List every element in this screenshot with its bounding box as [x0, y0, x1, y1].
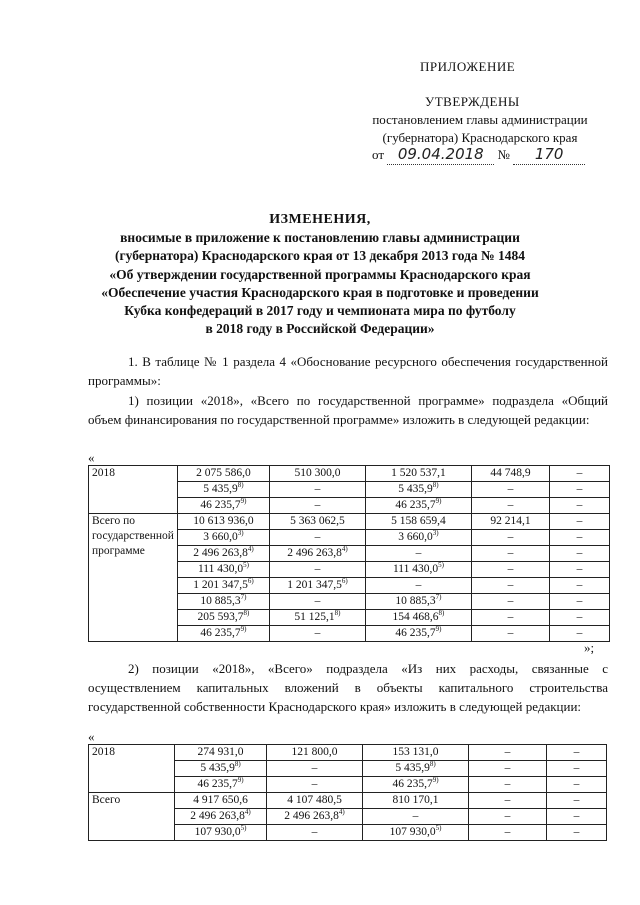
table-cell — [267, 745, 363, 761]
footnote-ref: 4) — [341, 545, 348, 554]
table-cell — [365, 482, 471, 498]
approval-date-line — [372, 145, 585, 165]
cell-value: 46 235,7 — [395, 627, 436, 639]
table-cell — [267, 825, 363, 841]
table-cell: – — [549, 546, 609, 562]
footnote-ref: 6) — [247, 577, 254, 586]
cell-value: 153 131,0 — [392, 746, 439, 758]
cell-value: 1 520 537,1 — [391, 467, 446, 479]
table-cell — [177, 626, 269, 642]
table-cell — [267, 809, 363, 825]
table-cell: – — [469, 825, 547, 841]
cell-value: – — [311, 778, 318, 790]
cell-value: 46 235,7 — [392, 778, 433, 790]
footnote-ref: 7) — [435, 593, 442, 602]
footnote-ref: 9) — [432, 776, 439, 785]
table-cell — [363, 761, 469, 777]
table-cell — [177, 562, 269, 578]
table-cell: – — [547, 761, 607, 777]
table-cell — [363, 793, 469, 809]
cell-value: 121 800,0 — [291, 746, 338, 758]
footnote-ref: 7) — [240, 593, 247, 602]
table-cell — [363, 825, 469, 841]
table-cell: – — [469, 745, 547, 761]
footnote-ref: 4) — [244, 808, 251, 817]
table-cell: – — [549, 594, 609, 610]
footnote-ref: 9) — [435, 625, 442, 634]
financing-table-1 — [88, 465, 610, 642]
table-cell: – — [549, 514, 609, 530]
open-quote-2: « — [88, 729, 95, 744]
cell-value: 51 125,1 — [294, 611, 335, 623]
table-cell: – — [471, 482, 549, 498]
table-cell — [267, 777, 363, 793]
table-cell: – — [549, 498, 609, 514]
table-cell: – — [471, 594, 549, 610]
table-cell — [269, 578, 365, 594]
approved-label: УТВЕРЖДЕНЫ — [425, 94, 520, 109]
table-cell — [177, 594, 269, 610]
cell-value: 111 430,0 — [197, 563, 244, 575]
table-cell — [363, 809, 469, 825]
table-cell: – — [471, 498, 549, 514]
row-label: Всего — [89, 793, 175, 841]
paragraph-2-text: 1) позиции «2018», «Всего по государственной программе» подраздела «Общий объем финансирования по государственной программе» изложить в следующей редакции: — [88, 393, 608, 427]
title-line-2: вносимые в приложение к постановлению главы администрации — [120, 230, 520, 246]
cell-value: – — [314, 627, 321, 639]
footnote-ref: 8) — [234, 760, 241, 769]
table-cell: – — [547, 809, 607, 825]
cell-value: – — [314, 563, 321, 575]
cell-value: 5 435,9 — [398, 483, 433, 495]
table-cell — [177, 466, 269, 482]
table-cell: – — [471, 610, 549, 626]
table-cell: – — [469, 793, 547, 809]
table-cell — [177, 578, 269, 594]
table-cell — [269, 530, 365, 546]
cell-value: 10 613 936,0 — [193, 515, 254, 527]
table-cell: – — [471, 578, 549, 594]
cell-value: 1 201 347,5 — [287, 579, 342, 591]
table-cell — [363, 745, 469, 761]
title-line-1: ИЗМЕНЕНИЯ, — [269, 212, 371, 227]
table-cell — [365, 578, 471, 594]
footnote-ref: 9) — [435, 497, 442, 506]
cell-value: 4 107 480,5 — [287, 794, 342, 806]
table-cell — [269, 610, 365, 626]
cell-value: 510 300,0 — [294, 467, 341, 479]
table-cell: – — [549, 610, 609, 626]
cell-value: – — [311, 762, 318, 774]
footnote-ref: 5) — [243, 561, 249, 570]
table-cell: 44 748,9 — [471, 466, 549, 482]
table-cell — [175, 745, 267, 761]
cell-value: 10 885,3 — [200, 595, 241, 607]
cell-value: 46 235,7 — [197, 778, 238, 790]
table-cell — [269, 514, 365, 530]
cell-value: 4 917 650,6 — [193, 794, 248, 806]
cell-value: 107 930,0 — [194, 826, 241, 838]
cell-value: 5 435,9 — [395, 762, 430, 774]
table-cell: – — [549, 562, 609, 578]
table-cell: – — [471, 626, 549, 642]
row-label: 2018 — [89, 745, 175, 793]
cell-value: 2 496 263,8 — [190, 810, 245, 822]
cell-value: 111 430,0 — [392, 563, 439, 575]
table-cell — [175, 825, 267, 841]
cell-value: 46 235,7 — [200, 499, 241, 511]
table-cell — [269, 482, 365, 498]
cell-value: 107 930,0 — [389, 826, 436, 838]
table-cell: – — [547, 793, 607, 809]
cell-value: – — [314, 595, 321, 607]
handwritten-date: 09.04.2018 — [387, 145, 494, 165]
table-cell — [365, 530, 471, 546]
cell-value: 2 496 263,8 — [193, 547, 248, 559]
table-cell: – — [471, 562, 549, 578]
table-cell: – — [469, 777, 547, 793]
paragraph-3-text: 2) позиции «2018», «Всего» подраздела «Из них расходы, связанные с осуществлением капитальных вложений в объекты капитального строительства государственной собственности Краснодарского края» изложить в следующей редакции: — [88, 661, 608, 714]
table-cell: – — [547, 745, 607, 761]
cell-value: – — [311, 826, 318, 838]
cell-value: 5 435,9 — [203, 483, 238, 495]
table-cell: – — [547, 825, 607, 841]
cell-value: 46 235,7 — [200, 627, 241, 639]
cell-value: – — [314, 531, 321, 543]
handwritten-number: 170 — [513, 145, 585, 165]
table-cell — [365, 610, 471, 626]
footnote-ref: 5) — [240, 824, 247, 833]
row-label: Всего по государственной программе — [89, 514, 178, 642]
table-cell — [365, 514, 471, 530]
table-cell: – — [549, 466, 609, 482]
footnote-ref: 8) — [432, 481, 439, 490]
cell-value: 3 660,0 — [398, 531, 433, 543]
cell-value: 2 075 586,0 — [196, 467, 251, 479]
table-cell: – — [549, 626, 609, 642]
cell-value: 10 885,3 — [395, 595, 436, 607]
table-cell: – — [547, 777, 607, 793]
table-row — [89, 466, 610, 482]
footnote-ref: 8) — [429, 760, 436, 769]
table-cell — [269, 546, 365, 562]
row-label: 2018 — [89, 466, 178, 514]
cell-value: 46 235,7 — [395, 499, 436, 511]
table-cell: – — [469, 809, 547, 825]
cell-value: – — [415, 579, 422, 591]
table-cell — [365, 594, 471, 610]
table-cell — [267, 761, 363, 777]
table-cell — [175, 777, 267, 793]
open-quote-1: « — [88, 450, 95, 465]
cell-value: 5 363 062,5 — [290, 515, 345, 527]
cell-value: 274 931,0 — [197, 746, 244, 758]
table-cell — [365, 626, 471, 642]
table-cell: – — [471, 546, 549, 562]
table-cell — [365, 466, 471, 482]
table-cell: – — [469, 761, 547, 777]
date-prefix: от — [372, 147, 385, 162]
footnote-ref: 4) — [247, 545, 254, 554]
table-cell — [175, 793, 267, 809]
footnote-ref: 5) — [435, 824, 442, 833]
title-line-6: Кубка конфедераций в 2017 году и чемпионата мира по футболу — [124, 303, 516, 319]
footnote-ref: 8) — [334, 609, 341, 618]
table-cell — [363, 777, 469, 793]
financing-table-2 — [88, 744, 607, 841]
table-cell — [269, 498, 365, 514]
title-line-5: «Обеспечение участия Краснодарского края в подготовке и проведении — [101, 284, 539, 300]
table-cell — [269, 594, 365, 610]
table-row — [89, 514, 610, 530]
number-prefix: № — [497, 147, 510, 162]
table-cell — [269, 626, 365, 642]
table-cell — [365, 546, 471, 562]
table-cell — [269, 466, 365, 482]
title-line-7: в 2018 году в Российской Федерации» — [205, 321, 435, 337]
cell-value: 2 496 263,8 — [287, 547, 342, 559]
footnote-ref: 8) — [243, 609, 250, 618]
cell-value: – — [314, 483, 321, 495]
cell-value: 205 593,7 — [197, 611, 244, 623]
appendix-label: ПРИЛОЖЕНИЕ — [420, 59, 516, 74]
cell-value: 5 158 659,4 — [391, 515, 446, 527]
footnote-ref: 3) — [432, 529, 439, 538]
title-line-3: (губернатора) Краснодарского края от 13 декабря 2013 года № 1484 — [115, 248, 525, 264]
table-cell — [177, 482, 269, 498]
cell-value: – — [415, 547, 422, 559]
table-cell — [175, 761, 267, 777]
table-cell — [267, 793, 363, 809]
cell-value: 810 170,1 — [392, 794, 439, 806]
paragraph-1-text: 1. В таблице № 1 раздела 4 «Обоснование ресурсного обеспечения государственной программы»: — [88, 354, 608, 388]
cell-value: 2 496 263,8 — [284, 810, 339, 822]
footnote-ref: 5) — [438, 561, 444, 570]
footnote-ref: 8) — [237, 481, 244, 490]
cell-value: 3 660,0 — [203, 531, 238, 543]
approved-by-line1: постановлением главы администрации — [372, 112, 588, 127]
table-cell — [177, 514, 269, 530]
table-cell — [177, 610, 269, 626]
table-row — [89, 793, 607, 809]
table-cell: – — [549, 530, 609, 546]
close-quote-1: »; — [584, 640, 595, 655]
document-title — [80, 211, 560, 338]
cell-value: – — [314, 499, 321, 511]
footnote-ref: 9) — [240, 625, 247, 634]
footnote-ref: 9) — [240, 497, 247, 506]
paragraph-3 — [88, 659, 608, 716]
cell-value: 154 468,6 — [392, 611, 439, 623]
table-cell: – — [549, 578, 609, 594]
table-cell — [175, 809, 267, 825]
cell-value: 5 435,9 — [200, 762, 235, 774]
table-cell — [365, 498, 471, 514]
footnote-ref: 8) — [438, 609, 445, 618]
approved-by-line2: (губернатора) Краснодарского края — [382, 130, 578, 145]
footnote-ref: 3) — [237, 529, 244, 538]
footnote-ref: 4) — [338, 808, 345, 817]
cell-value: – — [412, 810, 419, 822]
footnote-ref: 9) — [237, 776, 244, 785]
cell-value: 1 201 347,5 — [193, 579, 248, 591]
table-cell — [269, 562, 365, 578]
table-cell — [177, 498, 269, 514]
table-cell: – — [549, 482, 609, 498]
footnote-ref: 6) — [341, 577, 348, 586]
table-row — [89, 745, 607, 761]
table-cell: 92 214,1 — [471, 514, 549, 530]
paragraph-2 — [88, 391, 608, 429]
table-cell — [177, 546, 269, 562]
table-cell — [177, 530, 269, 546]
table-cell — [365, 562, 471, 578]
paragraph-1 — [88, 352, 608, 390]
table-cell: – — [471, 530, 549, 546]
title-line-4: «Об утверждении государственной программы Краснодарского края — [109, 266, 531, 282]
